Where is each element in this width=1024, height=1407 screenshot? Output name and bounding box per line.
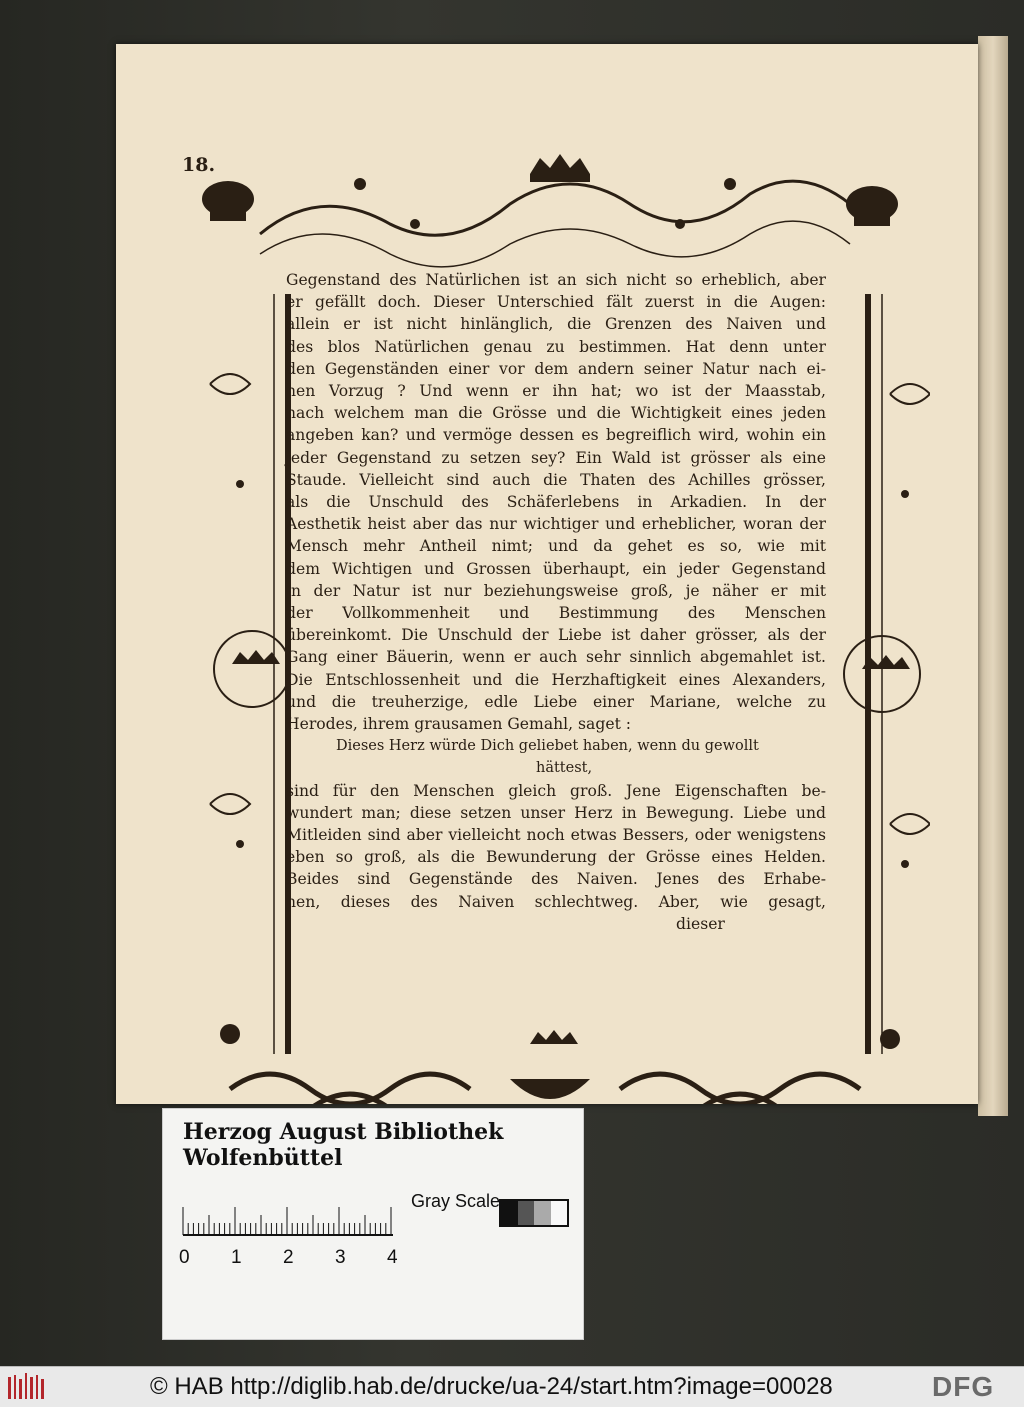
text-line: Die Entschlossenheit und die Herzhaftigkeit eines Alexanders, — [286, 670, 826, 689]
ruler-number: 3 — [335, 1247, 346, 1268]
dfg-logo: DFG — [932, 1371, 995, 1402]
gray-scale-swatch — [499, 1199, 569, 1227]
text-line: Gang einer Bäuerin, wenn er auch sehr sinnlich abgemahlet ist. — [286, 648, 826, 667]
text-line: eben so groß, als die Bewunderung der Grösse eines Helden. — [286, 848, 826, 867]
text-line: er gefällt doch. Dieser Unterschied fält zuerst in die Augen: — [286, 293, 826, 312]
text-line: Gegenstand des Natürlichen ist an sich nicht so erheblich, aber — [286, 271, 826, 289]
hab-barcode-icon — [8, 1373, 48, 1401]
card-title: Herzog August Bibliothek Wolfenbüttel — [183, 1119, 504, 1171]
text-line: Aesthetik heist aber das nur wichtiger und erheblicher, woran der — [286, 515, 826, 534]
footer-bar — [0, 1366, 1024, 1407]
text-line: Herodes, ihrem grausamen Gemahl, saget : — [286, 715, 632, 734]
text-line: allein er ist nicht hinlänglich, die Grenzen des Naiven und — [286, 315, 826, 334]
ruler-number: 4 — [387, 1247, 398, 1268]
text-line: übereinkomt. Die Unschuld der Liebe ist daher grösser, als der — [286, 626, 826, 645]
ruler-number: 1 — [231, 1247, 242, 1268]
text-line: den Gegenständen einer vor dem andern seiner Natur nach ei- — [286, 359, 826, 378]
text-line: angeben kan? und vermöge dessen es begreiflich wird, wohin ein — [286, 426, 826, 445]
text-line: des blos Natürlichen genau zu bestimmen. Hat denn unter — [286, 337, 826, 356]
gray-scale-label: Gray Scale — [411, 1191, 501, 1211]
text-line: Staude. Vielleicht sind auch die Thaten des Achilles grösser, — [286, 470, 826, 489]
ruler-number: 2 — [283, 1247, 294, 1268]
footer-link[interactable]: © HAB http://diglib.hab.de/drucke/ua-24/start.htm?image=00028 — [150, 1373, 833, 1400]
book-page — [116, 44, 978, 1104]
text-line: jeder Gegenstand zu setzen sey? Ein Wald ist grösser als eine — [286, 448, 826, 467]
text-line: der Vollkommenheit und Bestimmung des Menschen — [286, 604, 826, 623]
quote-line: Dieses Herz würde Dich geliebet haben, wenn du gewollt — [336, 738, 759, 755]
page-number: 18. — [182, 154, 216, 176]
text-line: in der Natur ist nur beziehungsweise groß, je näher er mit — [286, 581, 826, 600]
text-line: wundert man; diese setzen unser Herz in Bewegung. Liebe und — [286, 803, 826, 822]
ruler-scale — [181, 1187, 401, 1243]
text-line: und die treuherzige, edle Liebe einer Mariane, welche zu — [286, 692, 826, 711]
book-page-edge — [978, 36, 1008, 1116]
catchword: dieser — [676, 914, 725, 933]
text-line: Mensch mehr Antheil nimt; und da gehet es so, wie mit — [286, 537, 826, 556]
main-text — [286, 269, 826, 935]
text-line: sind für den Menschen gleich groß. Jene Eigenschaften be- — [286, 781, 826, 800]
text-line: nach welchem man die Grösse und die Wichtigkeit eines jeden — [286, 404, 826, 423]
text-line: nen, dieses des Naiven schlechtweg. Aber, wie gesagt, — [286, 892, 826, 911]
text-line: dem Wichtigen und Grossen überhaupt, ein jeder Gegenstand — [286, 559, 826, 578]
ruler-number: 0 — [179, 1247, 190, 1268]
text-line: nen Vorzug ? Und wenn er ihn hat; wo ist der Maasstab, — [286, 382, 826, 401]
quote-line: hättest, — [536, 760, 593, 777]
text-line: Mitleiden sind aber vielleicht noch etwas Bessers, oder wenigstens — [286, 826, 826, 845]
text-line: Beides sind Gegenstände des Naiven. Jenes des Erhabe- — [286, 870, 826, 889]
text-line: als die Unschuld des Schäferlebens in Arkadien. In der — [286, 493, 826, 512]
color-reference-card — [162, 1108, 584, 1340]
